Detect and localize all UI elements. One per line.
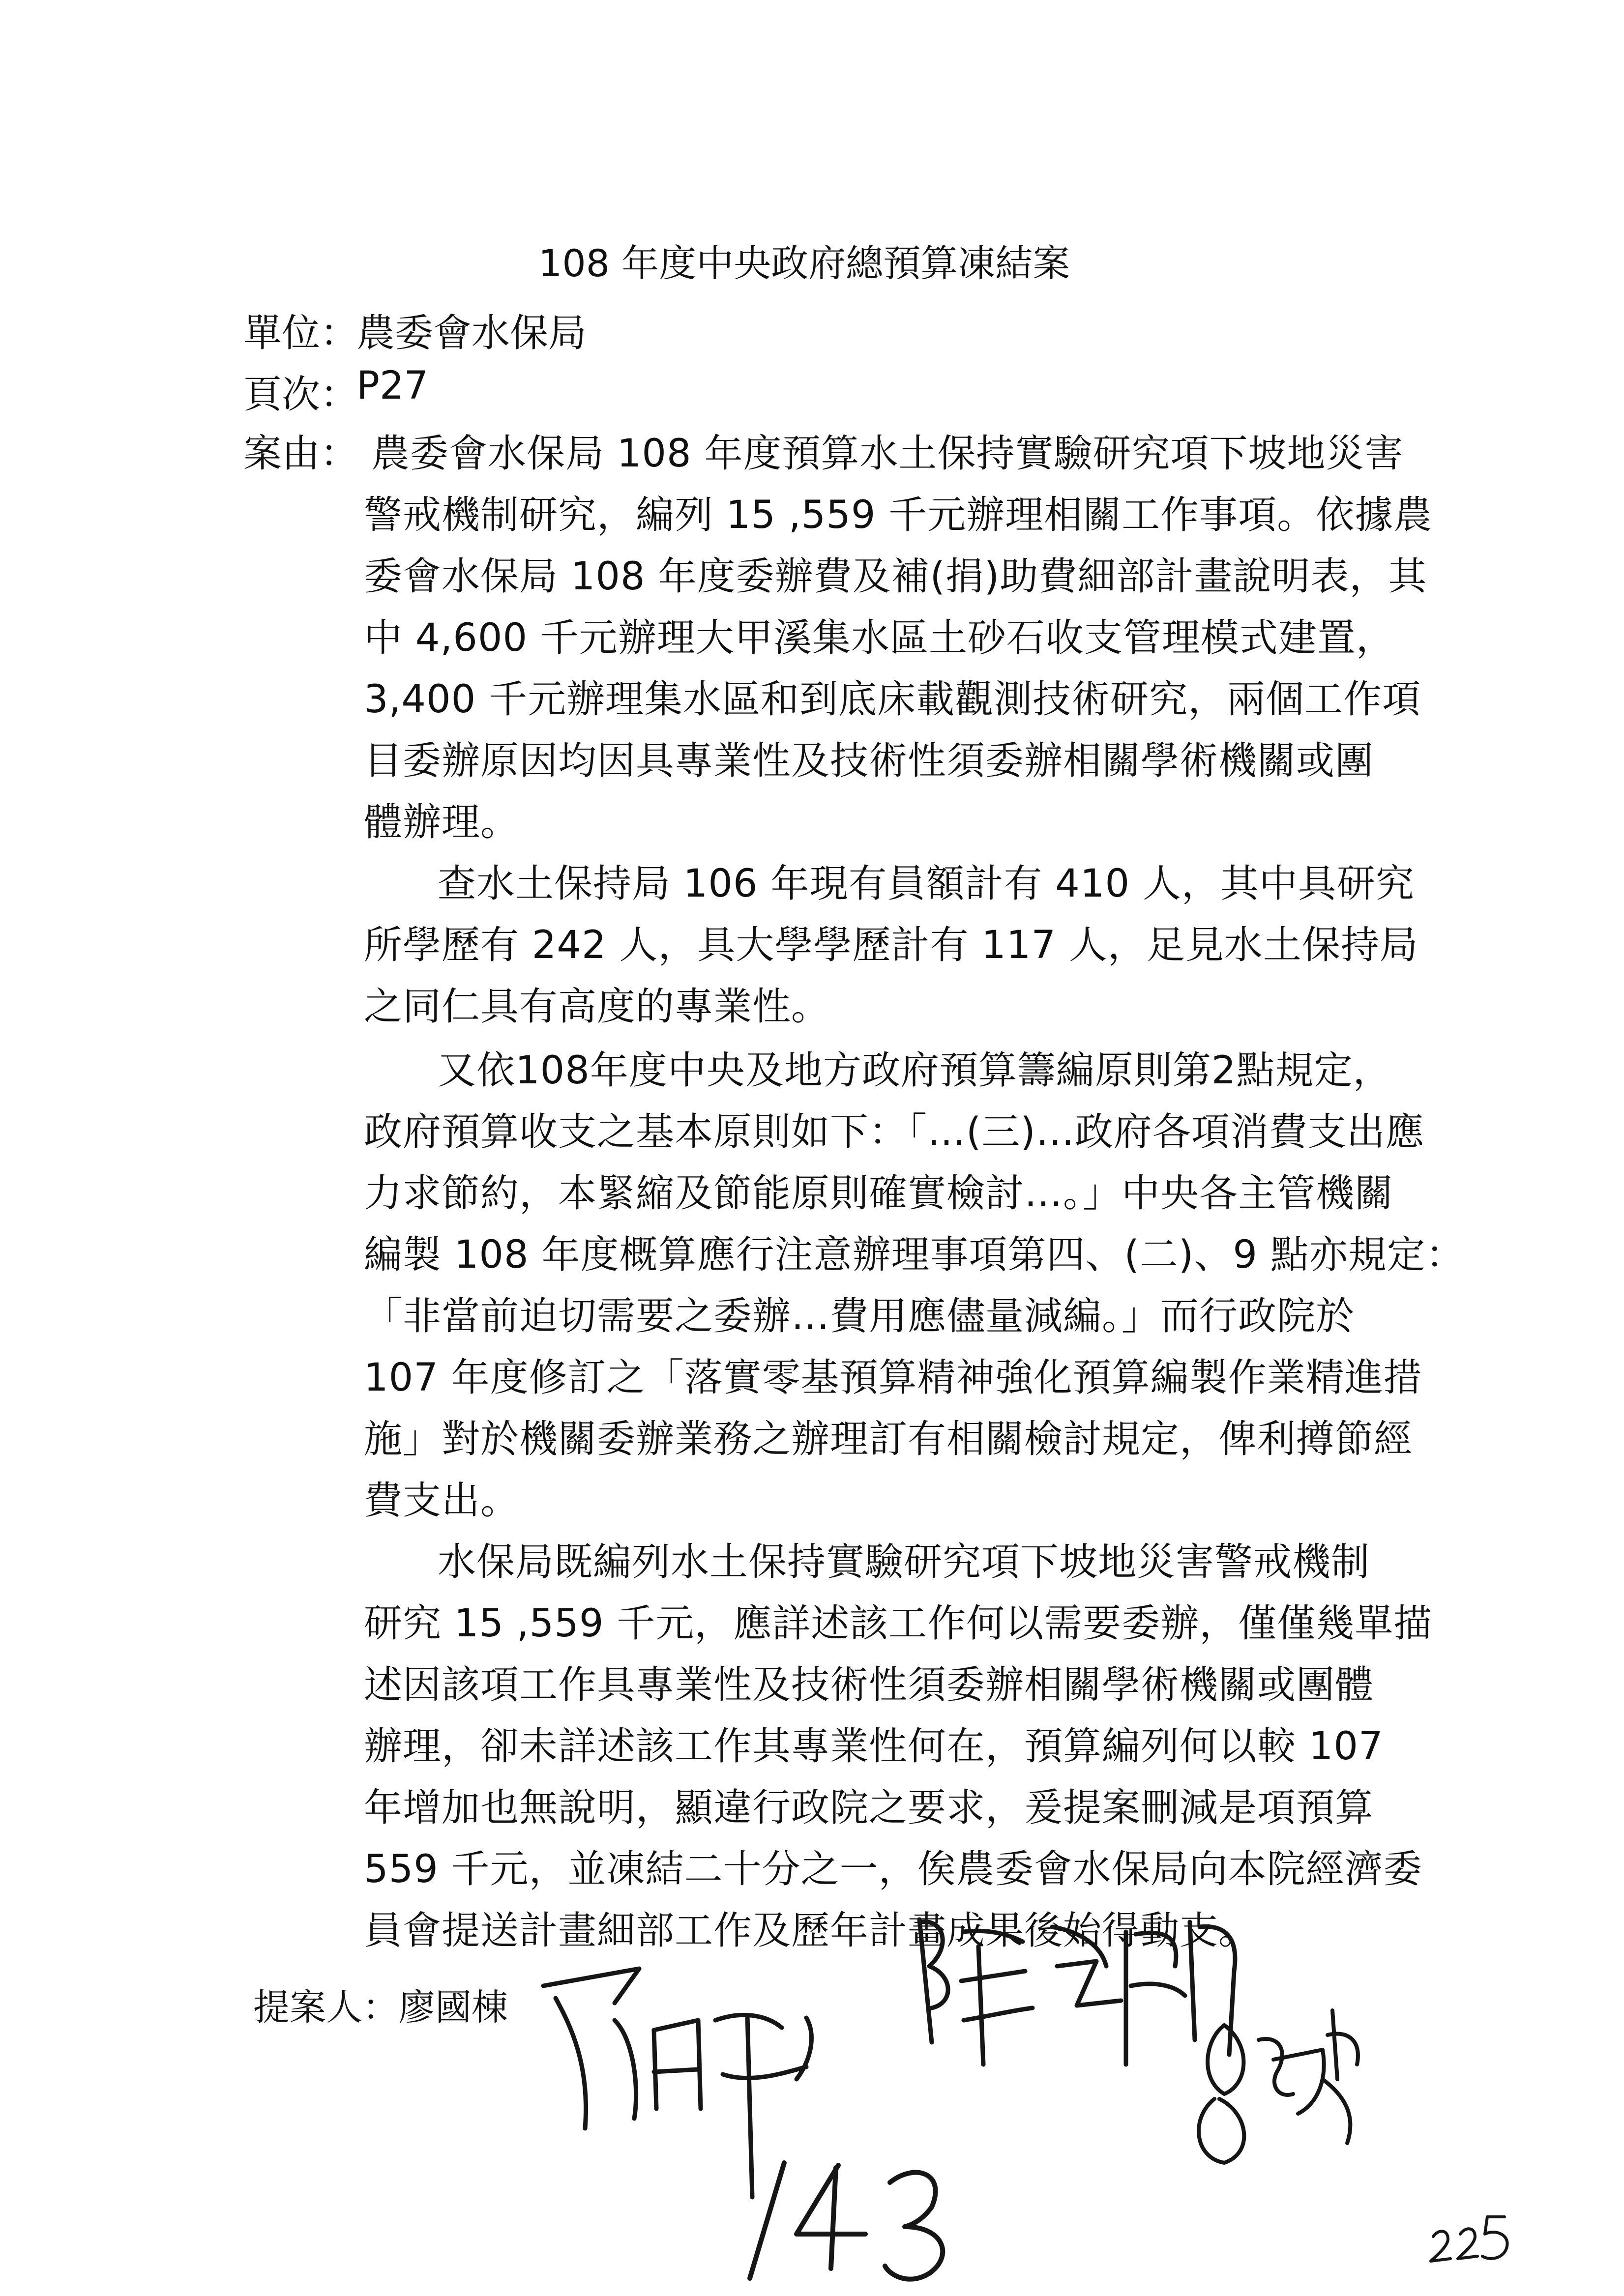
paragraph-line: 政府預算收支之基本原則如下：「…(三)…政府各項消費支出應 [364,1110,1424,1154]
paragraph-line: 警戒機制研究，編列 15 ,559 千元辦理相關工作事項。依據農 [364,493,1433,537]
document-title: 108 年度中央政府總預算凍結案 [538,241,1070,285]
paragraph-line: 體辦理。 [364,800,520,844]
paragraph-line: 又依108年度中央及地方政府預算籌編原則第2點規定， [438,1048,1392,1093]
paragraph-line: 辦理，卻未詳述該工作其專業性何在，預算編列何以較 107 [364,1724,1384,1769]
paragraph-line: 559 千元，並凍結二十分之一，俟農委會水保局向本院經濟委 [364,1847,1422,1891]
paragraph-line: 之同仁具有高度的專業性。 [364,985,830,1029]
unit-value: 農委會水保局 [356,311,587,355]
paragraph-line: 查水土保持局 106 年現有員額計有 410 人，其中具研究 [438,862,1415,906]
signature-2 [919,1919,1235,2064]
reason-label: 案由： [243,432,359,476]
paragraph-line: 力求節約，本緊縮及節能原則確實檢討…。」中央各主管機關 [364,1171,1394,1216]
paragraph-line: 水保局既編列水土保持實驗研究項下坡地災害警戒機制 [438,1540,1370,1584]
signature-1 [543,1969,811,2197]
unit-label: 單位： [243,311,359,355]
signature-3 [1199,2010,1358,2163]
paragraph-line: 107 年度修訂之「落實零基預算精神強化預算編製作業精進措 [364,1356,1422,1400]
proposer-line: 提案人：廖國棟 [253,1986,508,2029]
paragraph-line: 編製 108 年度概算應行注意辦理事項第四、(二)、9 點亦規定： [364,1233,1465,1277]
corner-mark [1431,2217,1507,2261]
paragraph-line: 所學歷有 242 人，具大學學歷計有 117 人，足見水土保持局 [364,923,1418,967]
paragraph-line: 述因該項工作具專業性及技術性須委辦相關學術機關或團體 [364,1663,1374,1707]
paragraph-line: 費支出。 [364,1479,520,1523]
paragraph-line: 年增加也無說明，顯違行政院之要求，爰提案刪減是項預算 [364,1786,1374,1830]
paragraph-line: 目委辦原因均因具專業性及技術性須委辦相關學術機關或團 [364,739,1374,783]
paragraph-line: 農委會水保局 108 年度預算水土保持實驗研究項下坡地災害 [371,432,1404,476]
handwritten-page-number [750,2163,943,2279]
page-value: P27 [356,364,429,408]
paragraph-line: 委會水保局 108 年度委辦費及補(捐)助費細部計畫說明表，其 [364,554,1427,599]
paragraph-line: 「非當前迫切需要之委辦…費用應儘量減編。」而行政院於 [364,1294,1355,1338]
paragraph-line: 研究 15 ,559 千元，應詳述該工作何以需要委辦，僅僅幾單描 [364,1601,1433,1646]
paragraph-line: 施」對於機關委辦業務之辦理訂有相關檢討規定，俾利撙節經 [364,1417,1413,1461]
paragraph-line: 中 4,600 千元辦理大甲溪集水區土砂石收支管理模式建置， [364,616,1395,660]
paragraph-line: 員會提送計畫細部工作及歷年計畫成果後始得動支。 [364,1909,1258,1953]
page-label: 頁次： [243,373,359,417]
paragraph-line: 3,400 千元辦理集水區和到底床載觀測技術研究，兩個工作項 [364,677,1421,722]
